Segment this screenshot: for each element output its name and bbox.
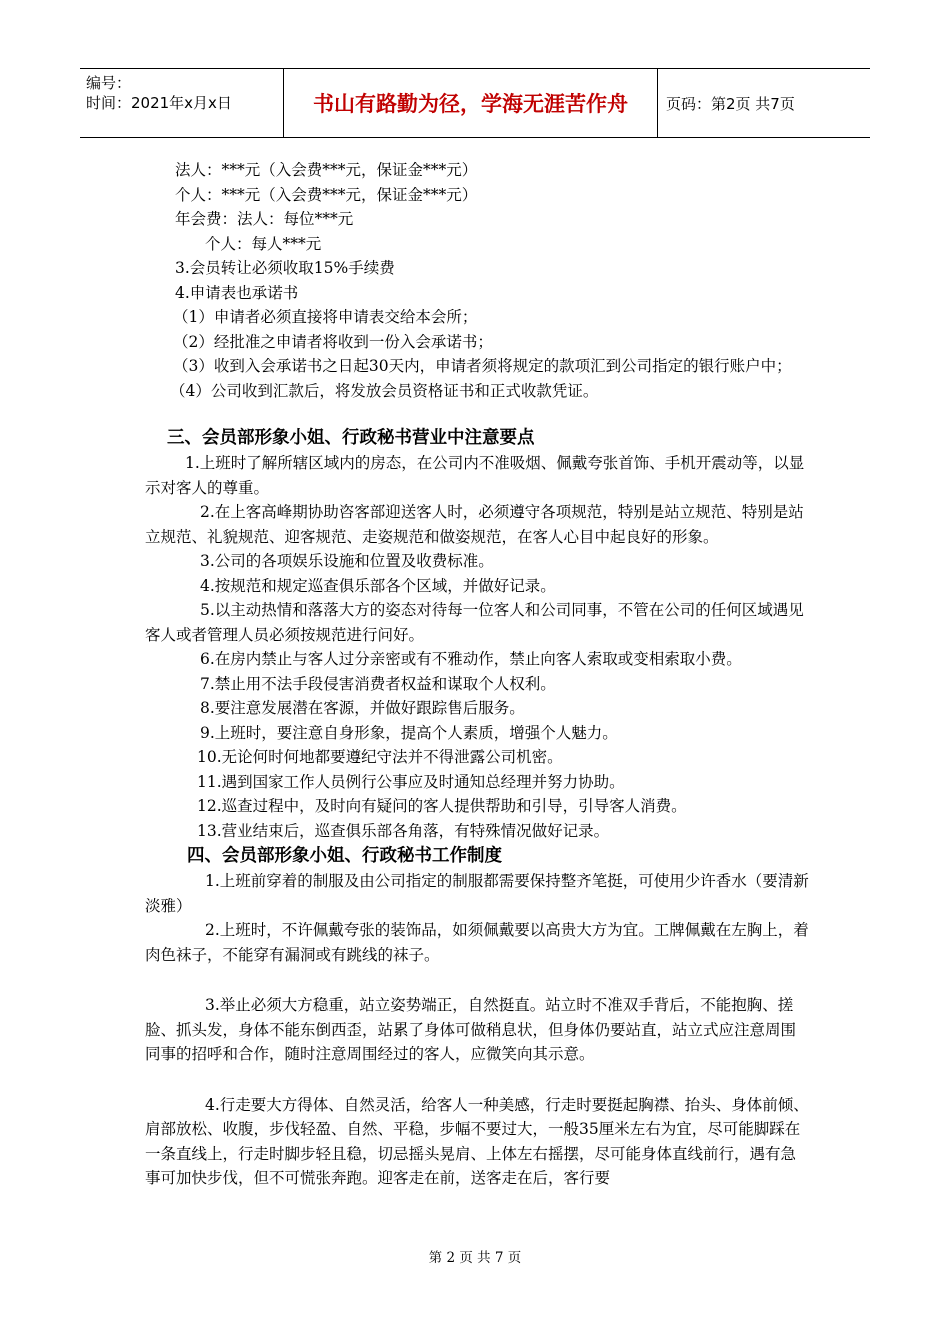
document-body [145,158,810,1191]
header-motto: 书山有路勤为径，学海无涯苦作舟 [284,69,658,137]
application-step-4: （4）公司收到汇款后，将发放会员资格证书和正式收款凭证。 [170,381,599,400]
fee-legal: 法人：***元（入会费***元，保证金***元） [175,161,478,179]
section-3-title: 三、会员部形象小姐、行政秘书营业中注意要点 [167,428,535,448]
fee-personal: 个人：***元（入会费***元，保证金***元） [175,185,478,204]
section-4-title: 四、会员部形象小姐、行政秘书工作制度 [187,846,502,866]
section-3-item: 6.在房内禁止与客人过分亲密或有不雅动作，禁止向客人索取或变相索取小费。 [200,650,742,668]
annual-fee-legal: 年会费：法人：每位***元 [175,210,354,228]
section-3-item: 2.在上客高峰期协助咨客部迎送客人时，必须遵守各项规范，特别是站立规范、特别是站立规范、礼貌规范、迎客规范、走姿规范和做姿规范，在客人心目中起良好的形象。 [145,503,804,546]
section-4-item: 4.行走要大方得体、自然灵活，给客人一种美感，行走时要挺起胸襟、抬头、身体前倾、肩部放松、收腹，步伐轻盈、自然、平稳，步幅不要过大，一般35厘米左右为宜，尽可能脚踩在一条直线上，行走时脚步轻且稳，切忌摇头晃肩、上体左右摇摆，尽可能身体直线前行，遇有急事可加快步伐，但不可慌张奔跑。迎客走在前，送客走在后，客行要 [145,1095,809,1187]
section-4-item: 1.上班前穿着的制服及由公司指定的制服都需要保持整齐笔挺，可使用少许香水（要清新淡雅） [145,872,809,915]
section-3-item: 10.无论何时何地都要遵纪守法并不得泄露公司机密。 [197,748,563,766]
transfer-fee: 3.会员转让必须收取15%手续费 [175,259,395,277]
number-label: 编号： [86,74,132,92]
section-3-item: 3.公司的各项娱乐设施和位置及收费标准。 [200,552,494,570]
section-3-item: 12.巡查过程中，及时向有疑问的客人提供帮助和引导，引导客人消费。 [197,797,687,815]
page-footer: 第 2 页 共 7 页 [428,1250,522,1266]
section-3-item: 4.按规范和规定巡查俱乐部各个区域，并做好记录。 [200,576,556,595]
application-step-3: （3）收到入会承诺书之日起30天内，申请者须将规定的款项汇到公司指定的银行账户中； [173,357,792,375]
section-3-item: 8.要注意发展潜在客源，并做好跟踪售后服务。 [200,699,525,717]
section-3-item: 11.遇到国家工作人员例行公事应及时通知总经理并努力协助。 [197,772,625,791]
section-4-item: 3.举止必须大方稳重，站立姿势端正，自然挺直。站立时不准双手背后，不能抱胸、搓脸、抓头发，身体不能东倒西歪，站累了身体可做稍息状，但身体仍要站直，站立式应注意周围同事的招呼和合作，随时注意周围经过的客人，应微笑向其示意。 [145,996,797,1063]
annual-fee-personal: 个人：每人***元 [205,234,322,253]
page-header [80,68,870,138]
section-3-item: 5.以主动热情和落落大方的姿态对待每一位客人和公司同事，不管在公司的任何区域遇见客人或者管理人员必须按规范进行问好。 [145,601,804,644]
header-page-label: 页码：第2页 共7页 [666,94,795,113]
header-meta [80,69,284,137]
application-step-2: （2）经批准之申请者将收到一份入会承诺书； [173,332,493,351]
section-3-item: 13.营业结束后，巡查俱乐部各角落，有特殊情况做好记录。 [197,821,610,840]
date-label: 时间：2021年x月x日 [86,94,232,112]
application-form: 4.申请表也承诺书 [175,283,299,302]
section-3-item: 7.禁止用不法手段侵害消费者权益和谋取个人权利。 [200,674,556,693]
application-step-1: （1）申请者必须直接将申请表交给本会所； [173,308,478,326]
section-3-item: 9.上班时，要注意自身形象，提高个人素质，增强个人魅力。 [200,723,618,742]
section-4-item: 2.上班时，不许佩戴夸张的装饰品，如须佩戴要以高贵大方为宜。工牌佩戴在左胸上，着肉色袜子，不能穿有漏洞或有跳线的袜子。 [145,921,809,964]
section-3-item: 1.上班时了解所辖区域内的房态，在公司内不准吸烟、佩戴夸张首饰、手机开震动等，以显示对客人的尊重。 [145,454,805,497]
